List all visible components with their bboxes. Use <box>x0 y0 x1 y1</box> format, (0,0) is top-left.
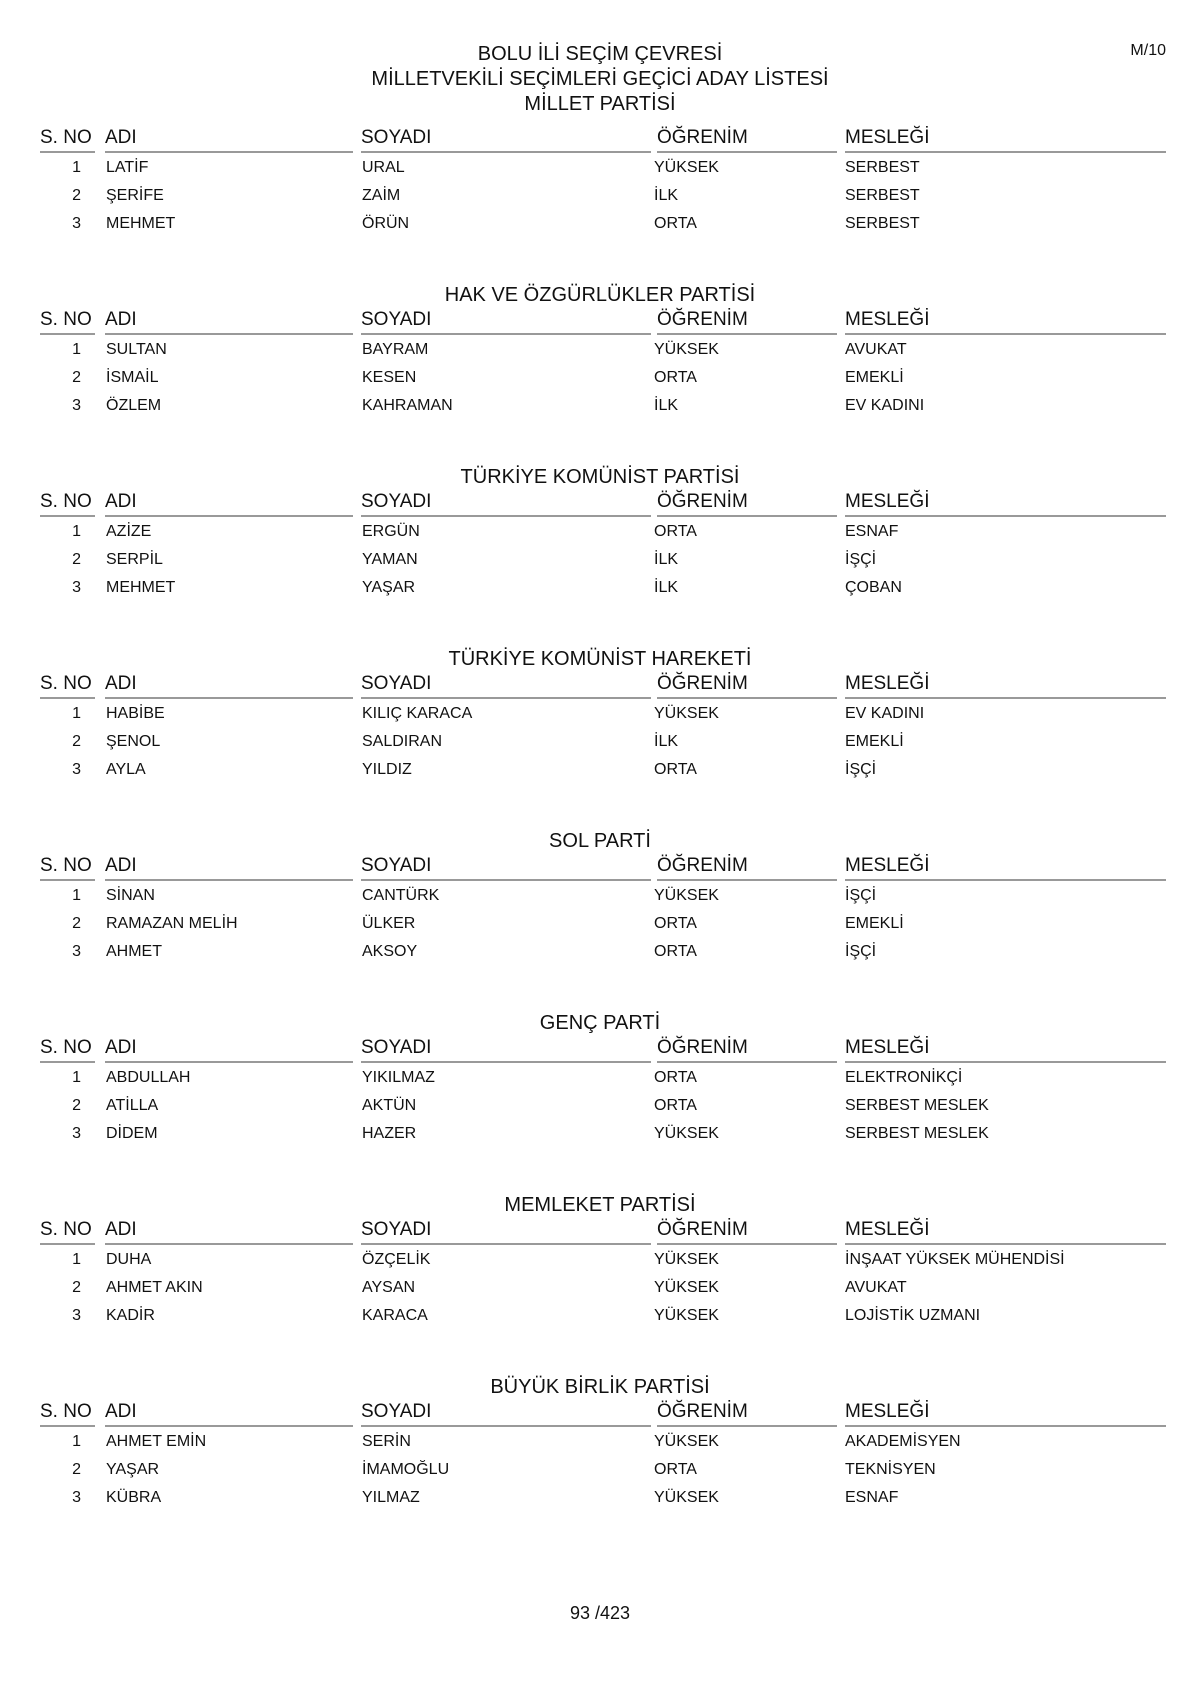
cell-meslek: ELEKTRONİKÇİ <box>845 1069 963 1086</box>
col-header-adi: ADI <box>105 1217 353 1245</box>
cell-meslek: İŞÇİ <box>845 887 877 904</box>
cell-ogrenim: İLK <box>654 733 679 750</box>
cell-soyadi: AKTÜN <box>362 1097 417 1114</box>
col-header-no: S. NO <box>40 853 95 881</box>
cell-soyadi: YAŞAR <box>362 579 416 596</box>
table-row <box>0 1455 1200 1485</box>
party-title: TÜRKİYE KOMÜNİST HAREKETİ <box>448 648 752 670</box>
table-header <box>0 307 1200 335</box>
table-header <box>0 125 1200 153</box>
cell-soyadi: CANTÜRK <box>362 887 440 904</box>
cell-ogrenim: ORTA <box>654 369 697 386</box>
cell-adi: SULTAN <box>106 341 167 358</box>
party-title: GENÇ PARTİ <box>539 1012 661 1034</box>
cell-meslek: EMEKLİ <box>845 915 904 932</box>
cell-soyadi: HAZER <box>362 1125 417 1142</box>
col-header-soyadi: SOYADI <box>361 489 651 517</box>
party-title: HAK VE ÖZGÜRLÜKLER PARTİSİ <box>444 284 756 306</box>
table-header <box>0 489 1200 517</box>
table-header <box>0 853 1200 881</box>
col-header-meslek: MESLEĞİ <box>845 1217 1166 1245</box>
table-header <box>0 1035 1200 1063</box>
cell-soyadi: AYSAN <box>362 1279 416 1296</box>
cell-ogrenim: İLK <box>654 397 679 414</box>
table-row <box>0 545 1200 575</box>
cell-meslek: AVUKAT <box>845 341 907 358</box>
cell-ogrenim: ORTA <box>654 943 697 960</box>
cell-adi: KÜBRA <box>106 1489 162 1506</box>
table-row <box>0 181 1200 211</box>
cell-no: 1 <box>72 1251 81 1268</box>
table-header <box>0 1399 1200 1427</box>
cell-meslek: İNŞAAT YÜKSEK MÜHENDİSİ <box>845 1251 1065 1268</box>
cell-no: 1 <box>72 1069 81 1086</box>
cell-ogrenim: YÜKSEK <box>654 341 719 358</box>
cell-adi: AHMET <box>106 943 162 960</box>
party-section <box>0 1011 1200 1193</box>
cell-ogrenim: YÜKSEK <box>654 887 719 904</box>
cell-ogrenim: İLK <box>654 187 679 204</box>
table-row <box>0 755 1200 785</box>
page-code: M/10 <box>1130 42 1166 59</box>
cell-ogrenim: YÜKSEK <box>654 1279 719 1296</box>
cell-meslek: SERBEST <box>845 159 920 176</box>
col-header-adi: ADI <box>105 489 353 517</box>
cell-no: 1 <box>72 523 81 540</box>
cell-meslek: ÇOBAN <box>845 579 902 596</box>
cell-meslek: SERBEST <box>845 215 920 232</box>
cell-no: 2 <box>72 1461 81 1478</box>
col-header-soyadi: SOYADI <box>361 671 651 699</box>
cell-adi: MEHMET <box>106 215 176 232</box>
cell-soyadi: ERGÜN <box>362 523 420 540</box>
cell-ogrenim: YÜKSEK <box>654 1433 719 1450</box>
col-header-ogrenim: ÖĞRENİM <box>657 307 837 335</box>
cell-no: 2 <box>72 733 81 750</box>
col-header-no: S. NO <box>40 125 95 153</box>
cell-adi: AZİZE <box>106 523 152 540</box>
table-row <box>0 517 1200 547</box>
col-header-soyadi: SOYADI <box>361 307 651 335</box>
cell-adi: AHMET EMİN <box>106 1433 207 1450</box>
cell-ogrenim: YÜKSEK <box>654 1251 719 1268</box>
col-header-adi: ADI <box>105 853 353 881</box>
cell-meslek: EMEKLİ <box>845 369 904 386</box>
party-section <box>0 465 1200 647</box>
col-header-meslek: MESLEĞİ <box>845 671 1166 699</box>
cell-ogrenim: ORTA <box>654 215 697 232</box>
cell-adi: ATİLLA <box>106 1097 159 1114</box>
page-number: 93 /423 <box>569 1603 631 1623</box>
cell-soyadi: KAHRAMAN <box>362 397 453 414</box>
table-row <box>0 153 1200 183</box>
cell-meslek: SERBEST MESLEK <box>845 1125 989 1142</box>
cell-meslek: LOJİSTİK UZMANI <box>845 1307 981 1324</box>
party-section <box>0 1193 1200 1375</box>
col-header-no: S. NO <box>40 1035 95 1063</box>
cell-adi: RAMAZAN MELİH <box>106 915 238 932</box>
cell-no: 3 <box>72 579 81 596</box>
col-header-soyadi: SOYADI <box>361 1217 651 1245</box>
cell-soyadi: KILIÇ KARACA <box>362 705 473 722</box>
cell-meslek: AVUKAT <box>845 1279 907 1296</box>
col-header-soyadi: SOYADI <box>361 853 651 881</box>
cell-soyadi: YIKILMAZ <box>362 1069 435 1086</box>
cell-adi: ABDULLAH <box>106 1069 191 1086</box>
cell-ogrenim: İLK <box>654 579 679 596</box>
cell-meslek: ESNAF <box>845 523 899 540</box>
col-header-adi: ADI <box>105 125 353 153</box>
party-section <box>0 101 1200 283</box>
table-row <box>0 391 1200 421</box>
cell-no: 1 <box>72 159 81 176</box>
col-header-no: S. NO <box>40 489 95 517</box>
table-header <box>0 1217 1200 1245</box>
cell-adi: DUHA <box>106 1251 152 1268</box>
col-header-adi: ADI <box>105 307 353 335</box>
cell-no: 1 <box>72 341 81 358</box>
cell-ogrenim: ORTA <box>654 1461 697 1478</box>
table-row <box>0 1301 1200 1331</box>
col-header-soyadi: SOYADI <box>361 125 651 153</box>
cell-ogrenim: ORTA <box>654 1097 697 1114</box>
cell-no: 1 <box>72 1433 81 1450</box>
header-line-2: MİLLETVEKİLİ SEÇİMLERİ GEÇİCİ ADAY LİSTESİ <box>371 68 829 90</box>
table-row <box>0 1063 1200 1093</box>
table-row <box>0 1245 1200 1275</box>
cell-soyadi: BAYRAM <box>362 341 429 358</box>
cell-soyadi: İMAMOĞLU <box>362 1461 450 1478</box>
cell-ogrenim: ORTA <box>654 523 697 540</box>
cell-soyadi: SERİN <box>362 1433 411 1450</box>
col-header-adi: ADI <box>105 671 353 699</box>
cell-no: 3 <box>72 1489 81 1506</box>
table-row <box>0 1273 1200 1303</box>
party-title: TÜRKİYE KOMÜNİST PARTİSİ <box>460 466 740 488</box>
cell-meslek: İŞÇİ <box>845 551 877 568</box>
col-header-adi: ADI <box>105 1035 353 1063</box>
cell-adi: HABİBE <box>106 705 165 722</box>
cell-no: 3 <box>72 1307 81 1324</box>
cell-ogrenim: İLK <box>654 551 679 568</box>
party-title: MEMLEKET PARTİSİ <box>504 1194 696 1216</box>
table-row <box>0 573 1200 603</box>
party-section <box>0 829 1200 1011</box>
col-header-ogrenim: ÖĞRENİM <box>657 1035 837 1063</box>
cell-meslek: EMEKLİ <box>845 733 904 750</box>
cell-adi: ÖZLEM <box>106 397 162 414</box>
col-header-no: S. NO <box>40 1399 95 1427</box>
party-title: BÜYÜK BİRLİK PARTİSİ <box>490 1376 710 1398</box>
table-row <box>0 699 1200 729</box>
cell-soyadi: AKSOY <box>362 943 418 960</box>
col-header-meslek: MESLEĞİ <box>845 1399 1166 1427</box>
table-row <box>0 909 1200 939</box>
cell-adi: SİNAN <box>106 887 155 904</box>
cell-soyadi: KESEN <box>362 369 417 386</box>
cell-no: 3 <box>72 943 81 960</box>
col-header-meslek: MESLEĞİ <box>845 1035 1166 1063</box>
col-header-meslek: MESLEĞİ <box>845 125 1166 153</box>
cell-soyadi: SALDIRAN <box>362 733 443 750</box>
col-header-ogrenim: ÖĞRENİM <box>657 489 837 517</box>
cell-adi: AYLA <box>106 761 146 778</box>
cell-meslek: AKADEMİSYEN <box>845 1433 961 1450</box>
cell-ogrenim: YÜKSEK <box>654 1489 719 1506</box>
col-header-no: S. NO <box>40 1217 95 1245</box>
table-row <box>0 937 1200 967</box>
cell-ogrenim: YÜKSEK <box>654 159 719 176</box>
col-header-ogrenim: ÖĞRENİM <box>657 1217 837 1245</box>
party-section <box>0 1375 1200 1557</box>
cell-meslek: İŞÇİ <box>845 761 877 778</box>
table-row <box>0 1483 1200 1513</box>
cell-no: 2 <box>72 1279 81 1296</box>
cell-adi: KADİR <box>106 1307 155 1324</box>
cell-adi: SERPİL <box>106 551 163 568</box>
table-header <box>0 671 1200 699</box>
cell-adi: İSMAİL <box>106 369 159 386</box>
col-header-ogrenim: ÖĞRENİM <box>657 671 837 699</box>
table-row <box>0 209 1200 239</box>
cell-no: 2 <box>72 551 81 568</box>
cell-meslek: İŞÇİ <box>845 943 877 960</box>
cell-no: 3 <box>72 215 81 232</box>
cell-meslek: TEKNİSYEN <box>845 1461 936 1478</box>
cell-no: 1 <box>72 705 81 722</box>
cell-ogrenim: ORTA <box>654 915 697 932</box>
cell-soyadi: ZAİM <box>362 187 401 204</box>
table-row <box>0 1091 1200 1121</box>
col-header-adi: ADI <box>105 1399 353 1427</box>
cell-adi: DİDEM <box>106 1125 158 1142</box>
cell-soyadi: YILDIZ <box>362 761 412 778</box>
cell-no: 3 <box>72 1125 81 1142</box>
cell-soyadi: KARACA <box>362 1307 428 1324</box>
cell-no: 2 <box>72 187 81 204</box>
party-title: SOL PARTİ <box>549 830 651 852</box>
col-header-no: S. NO <box>40 307 95 335</box>
col-header-no: S. NO <box>40 671 95 699</box>
cell-ogrenim: ORTA <box>654 761 697 778</box>
cell-meslek: SERBEST <box>845 187 920 204</box>
cell-no: 2 <box>72 369 81 386</box>
col-header-meslek: MESLEĞİ <box>845 307 1166 335</box>
cell-meslek: EV KADINI <box>845 397 925 414</box>
cell-soyadi: ÜLKER <box>362 915 416 932</box>
party-sections <box>0 101 1200 1557</box>
cell-soyadi: YAMAN <box>362 551 418 568</box>
cell-meslek: SERBEST MESLEK <box>845 1097 989 1114</box>
cell-no: 2 <box>72 1097 81 1114</box>
cell-ogrenim: YÜKSEK <box>654 1307 719 1324</box>
cell-meslek: EV KADINI <box>845 705 925 722</box>
cell-no: 1 <box>72 887 81 904</box>
party-section <box>0 647 1200 829</box>
cell-ogrenim: ORTA <box>654 1069 697 1086</box>
header-line-1: BOLU İLİ SEÇİM ÇEVRESİ <box>477 43 723 65</box>
col-header-meslek: MESLEĞİ <box>845 489 1166 517</box>
cell-no: 3 <box>72 761 81 778</box>
col-header-soyadi: SOYADI <box>361 1399 651 1427</box>
cell-adi: ŞERİFE <box>106 187 164 204</box>
cell-ogrenim: YÜKSEK <box>654 1125 719 1142</box>
col-header-ogrenim: ÖĞRENİM <box>657 125 837 153</box>
col-header-meslek: MESLEĞİ <box>845 853 1166 881</box>
cell-no: 2 <box>72 915 81 932</box>
header-line-3: MİLLET PARTİSİ <box>524 93 676 115</box>
col-header-soyadi: SOYADI <box>361 1035 651 1063</box>
cell-adi: MEHMET <box>106 579 176 596</box>
table-row <box>0 1119 1200 1149</box>
cell-ogrenim: YÜKSEK <box>654 705 719 722</box>
cell-soyadi: ÖZÇELİK <box>362 1251 431 1268</box>
table-row <box>0 881 1200 911</box>
party-section <box>0 283 1200 465</box>
table-row <box>0 335 1200 365</box>
table-row <box>0 1427 1200 1457</box>
cell-adi: LATİF <box>106 159 149 176</box>
cell-no: 3 <box>72 397 81 414</box>
cell-soyadi: ÖRÜN <box>362 215 410 232</box>
cell-meslek: ESNAF <box>845 1489 899 1506</box>
table-row <box>0 727 1200 757</box>
cell-soyadi: URAL <box>362 159 405 176</box>
cell-adi: ŞENOL <box>106 733 161 750</box>
cell-adi: YAŞAR <box>106 1461 160 1478</box>
col-header-ogrenim: ÖĞRENİM <box>657 853 837 881</box>
cell-adi: AHMET AKIN <box>106 1279 203 1296</box>
table-row <box>0 363 1200 393</box>
col-header-ogrenim: ÖĞRENİM <box>657 1399 837 1427</box>
cell-soyadi: YILMAZ <box>362 1489 420 1506</box>
